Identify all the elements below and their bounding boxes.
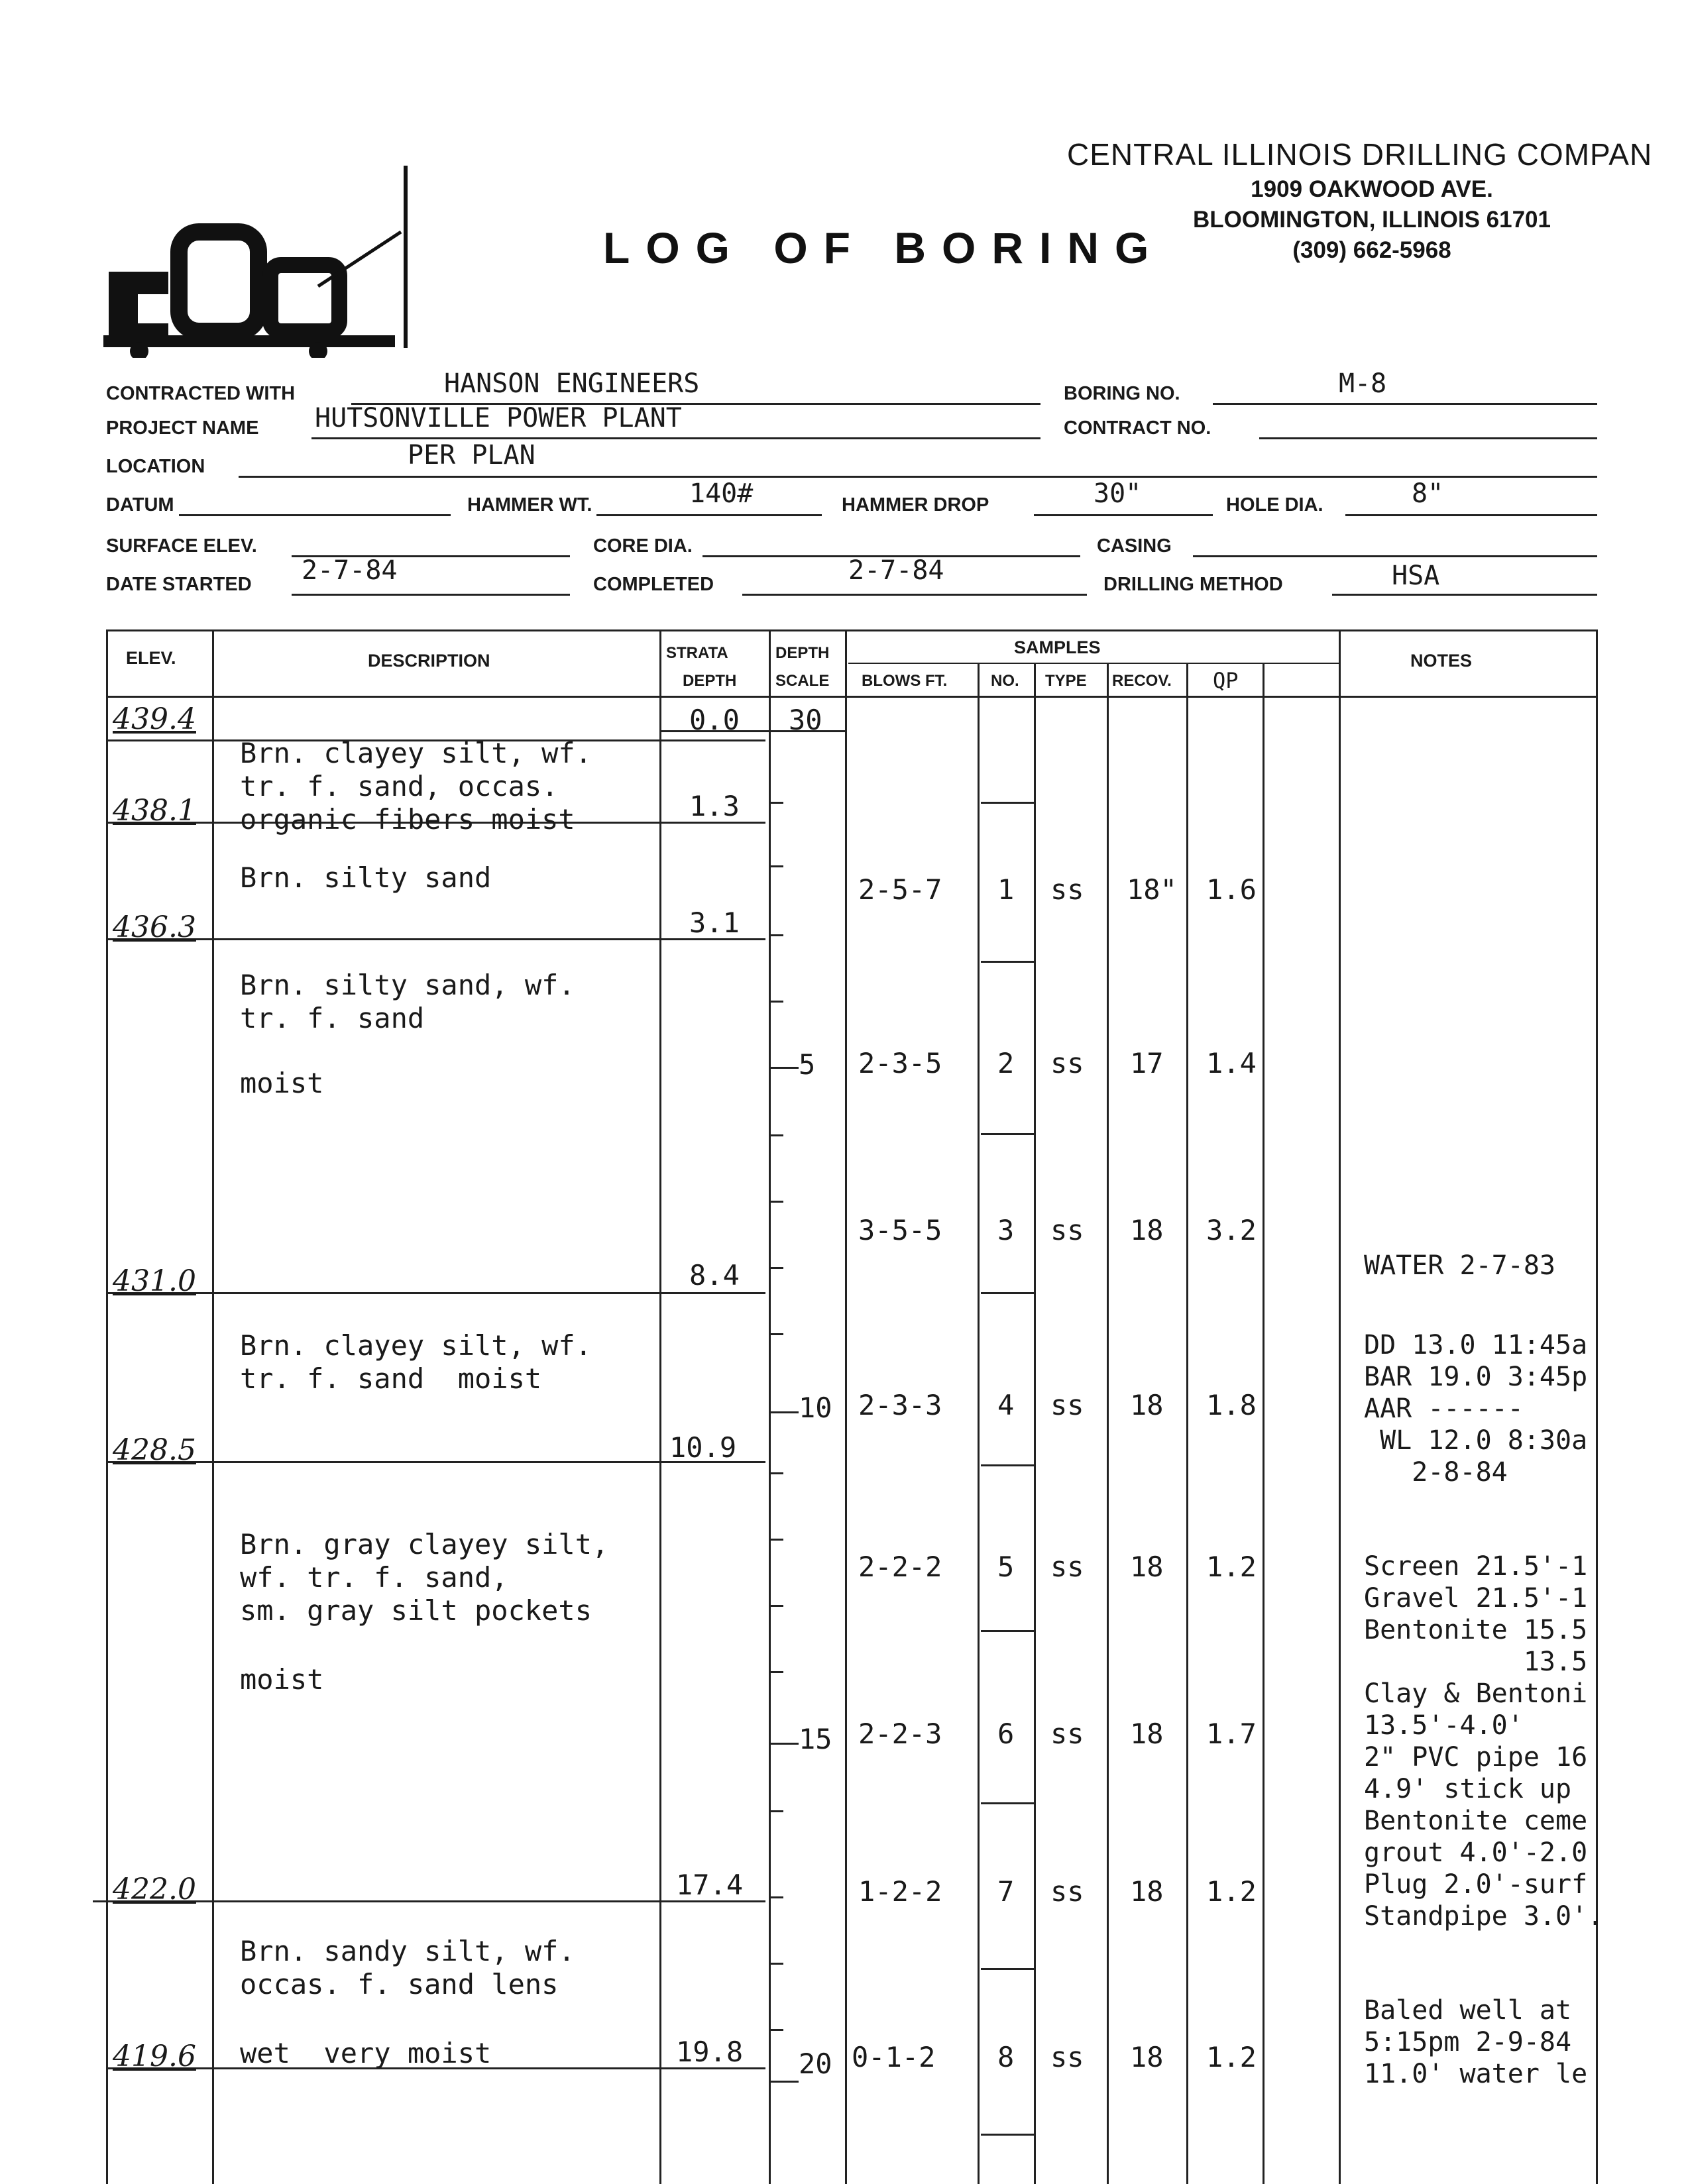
strata-depth-value: 10.9: [669, 1431, 737, 1464]
column-header-description: DESCRIPTION: [368, 651, 490, 671]
elevation-value: 436.3: [113, 910, 196, 944]
column-header-notes: NOTES: [1410, 651, 1473, 671]
depth-tick: [769, 1810, 783, 1812]
elevation-value: 428.5: [113, 1433, 196, 1467]
hole-dia-line: [1345, 514, 1597, 516]
completed-value: 2-7-84: [848, 555, 944, 586]
depth-tick: [769, 934, 783, 936]
strata-depth-value: 3.1: [689, 906, 740, 939]
location-label: LOCATION: [106, 456, 205, 477]
elevation-value: 431.0: [113, 1264, 196, 1298]
soil-description: Brn. gray clayey silt, wf. tr. f. sand, sm. gray silt pockets: [240, 1528, 609, 1627]
stratum-line: [106, 1461, 765, 1463]
hammer-wt-value: 140#: [689, 478, 754, 509]
sample-blows: 2-2-2: [858, 1551, 942, 1583]
sample-divider: [981, 1292, 1034, 1294]
column-header-strata: STRATA: [666, 644, 728, 662]
sample-divider: [981, 802, 1034, 804]
notes-water-levels: DD 13.0 11:45a BAR 19.0 3:45p AAR ------ WL 12.0 8:30a 2-8-84: [1364, 1330, 1588, 1488]
sample-recov: 18: [1130, 1214, 1164, 1246]
sample-divider: [981, 1133, 1034, 1135]
strata-depth-value: 1.3: [689, 790, 740, 822]
strata-depth-value: 0.0: [689, 704, 740, 736]
sample-blows: 0-1-2: [852, 2041, 936, 2073]
depth-tick: [769, 2081, 799, 2083]
sample-qp: 1.7: [1206, 1718, 1257, 1750]
sample-recov: 18: [1130, 1389, 1164, 1421]
sample-recov: 17: [1130, 1047, 1164, 1079]
contracted-with-label: CONTRACTED WITH: [106, 383, 296, 404]
col-no-border: [1034, 663, 1036, 2184]
stratum-line: [106, 1292, 765, 1294]
sample-recov: 18": [1127, 873, 1177, 906]
company-city: BLOOMINGTON, ILLINOIS 61701: [1192, 207, 1551, 233]
soil-description: moist: [240, 1067, 324, 1099]
sample-qp: 1.2: [1206, 2041, 1257, 2073]
completed-line: [742, 594, 1087, 596]
col-elev-border: [212, 629, 214, 2184]
depth-tick: [769, 2029, 783, 2031]
depth-tick: [769, 1472, 783, 1474]
depth-tick: [769, 1267, 783, 1269]
sample-no: 3: [997, 1214, 1015, 1246]
sample-divider: [981, 1802, 1034, 1804]
elevation-value: 438.1: [113, 794, 196, 828]
sample-divider: [981, 1968, 1034, 1970]
elevation-value: 439.4: [113, 702, 196, 736]
column-header-qp: QP: [1213, 668, 1239, 693]
drilling-method-value: HSA: [1392, 561, 1440, 591]
column-header-recov: RECOV.: [1112, 672, 1172, 690]
completed-label: COMPLETED: [593, 574, 714, 595]
sample-no: 5: [997, 1551, 1015, 1583]
boring-no-value: M-8: [1339, 368, 1387, 399]
col-depth-border: [845, 629, 847, 2184]
sample-recov: 18: [1130, 1718, 1164, 1750]
depth-scale-label: 20: [799, 2048, 832, 2080]
sample-recov: 18: [1130, 1875, 1164, 1908]
sample-no: 4: [997, 1389, 1015, 1421]
col-samples-right-border: [1339, 629, 1341, 2184]
company-logo: [99, 159, 418, 358]
contract-no-label: CONTRACT NO.: [1064, 417, 1211, 439]
sample-divider: [981, 2134, 1034, 2136]
table-header-bottom: [106, 696, 1597, 698]
col-recov-border: [1186, 663, 1188, 2184]
col-description-border: [659, 629, 661, 2184]
contract-no-line: [1259, 437, 1597, 439]
company-address: 1909 OAKWOOD AVE.: [1251, 176, 1493, 202]
column-header-scale: SCALE: [775, 672, 830, 690]
sample-divider: [981, 1630, 1034, 1632]
company-phone: (309) 662-5968: [1292, 237, 1451, 263]
table-top-border: [106, 629, 1597, 631]
sample-type: ss: [1050, 873, 1084, 906]
location-value: PER PLAN: [408, 440, 535, 470]
soil-description: Brn. sandy silt, wf. occas. f. sand lens: [240, 1935, 575, 2000]
sample-qp: 1.8: [1206, 1389, 1257, 1421]
depth-tick: [769, 1333, 783, 1335]
depth-tick: [769, 1001, 783, 1003]
datum-line: [179, 514, 451, 516]
project-name-line: [311, 437, 1040, 439]
sample-blows: 2-3-3: [858, 1389, 942, 1421]
soil-description: wet very moist: [240, 2037, 492, 2069]
sample-blows: 1-2-2: [858, 1875, 942, 1908]
samples-header-line: [848, 663, 1339, 664]
depth-scale-label: 30: [789, 704, 822, 736]
column-header-elev: ELEV.: [126, 648, 176, 668]
depth-tick: [769, 865, 783, 867]
sample-blows: 2-5-7: [858, 873, 942, 906]
hammer-drop-line: [1034, 514, 1213, 516]
depth-tick: [769, 802, 783, 804]
depth-tick: [769, 1896, 783, 1898]
sample-recov: 18: [1130, 1551, 1164, 1583]
depth-tick: [769, 1671, 783, 1673]
hole-dia-value: 8": [1412, 478, 1444, 509]
depth-tick: [769, 1067, 799, 1069]
strata-depth-value: 19.8: [676, 2036, 744, 2068]
strata-depth-value: 8.4: [689, 1259, 740, 1291]
casing-line: [1193, 555, 1597, 557]
sample-qp: 3.2: [1206, 1214, 1257, 1246]
sample-recov: 18: [1130, 2041, 1164, 2073]
depth-tick: [769, 1134, 783, 1136]
depth-tick: [769, 1539, 783, 1541]
notes-well-construction: Screen 21.5'-1 Gravel 21.5'-1 Bentonite 15.5 13.5 Clay & Bentoni 13.5'-4.0' 2" PVC pipe 16 4.9' stick up Bentonite ceme grout 4.0'-2.0 Plug 2.0'-surf Standpipe 3.0'.: [1364, 1551, 1604, 1932]
soil-description: moist: [240, 1663, 324, 1696]
column-header-samples: SAMPLES: [1014, 637, 1101, 657]
hammer-drop-label: HAMMER DROP: [842, 494, 989, 516]
sample-type: ss: [1050, 1551, 1084, 1583]
hammer-wt-label: HAMMER WT.: [467, 494, 592, 516]
sample-blows: 2-3-5: [858, 1047, 942, 1079]
sample-no: 8: [997, 2041, 1015, 2073]
company-info: [1060, 136, 1683, 264]
col-blows-border: [978, 663, 980, 2184]
company-name: CENTRAL ILLINOIS DRILLING COMPAN: [1067, 137, 1653, 172]
boring-no-line: [1213, 403, 1597, 405]
notes-baled-well: Baled well at 5:15pm 2-9-84 11.0' water le: [1364, 1995, 1588, 2089]
elevation-value: 422.0: [113, 1873, 196, 1906]
location-line: [239, 476, 1597, 478]
casing-label: CASING: [1097, 535, 1172, 557]
date-started-value: 2-7-84: [302, 555, 398, 586]
hammer-wt-line: [596, 514, 822, 516]
sample-divider: [981, 1464, 1034, 1466]
sample-qp: 1.2: [1206, 1551, 1257, 1583]
contracted-with-value: HANSON ENGINEERS: [444, 368, 700, 399]
col-strata-border: [769, 629, 771, 2184]
sample-type: ss: [1050, 1718, 1084, 1750]
sample-divider: [981, 961, 1034, 963]
drilling-method-line: [1332, 594, 1597, 596]
col-left-border: [106, 629, 108, 2184]
drilling-method-label: DRILLING METHOD: [1103, 574, 1283, 595]
project-name-label: PROJECT NAME: [106, 417, 259, 439]
soil-description: Brn. clayey silt, wf. tr. f. sand, occas. organic fibers moist: [240, 737, 592, 836]
sample-blows: 2-2-3: [858, 1718, 942, 1750]
hammer-drop-value: 30": [1094, 478, 1142, 509]
soil-description: Brn. silty sand: [240, 861, 492, 894]
column-header-blows: BLOWS FT.: [862, 672, 948, 690]
depth-tick: [769, 1411, 799, 1413]
sample-type: ss: [1050, 1047, 1084, 1079]
soil-description: Brn. silty sand, wf. tr. f. sand: [240, 969, 575, 1034]
sample-type: ss: [1050, 1875, 1084, 1908]
sample-qp: 1.2: [1206, 1875, 1257, 1908]
boring-no-label: BORING NO.: [1064, 383, 1180, 404]
notes-water: WATER 2-7-83: [1364, 1250, 1555, 1281]
hole-dia-label: HOLE DIA.: [1226, 494, 1323, 516]
date-started-label: DATE STARTED: [106, 574, 252, 595]
core-dia-label: CORE DIA.: [593, 535, 693, 557]
depth-scale-label: 15: [799, 1723, 832, 1755]
sample-type: ss: [1050, 1389, 1084, 1421]
sample-no: 2: [997, 1047, 1015, 1079]
column-header-depth: DEPTH: [775, 644, 830, 662]
sample-no: 1: [997, 873, 1015, 906]
sample-no: 6: [997, 1718, 1015, 1750]
sample-no: 7: [997, 1875, 1015, 1908]
column-header-type: TYPE: [1045, 672, 1087, 690]
sample-type: ss: [1050, 1214, 1084, 1246]
soil-description: Brn. clayey silt, wf. tr. f. sand moist: [240, 1329, 592, 1395]
depth-scale-label: 10: [799, 1392, 832, 1424]
depth-tick: [769, 1743, 799, 1745]
depth-tick: [769, 1963, 783, 1965]
sample-blows: 3-5-5: [858, 1214, 942, 1246]
sample-type: ss: [1050, 2041, 1084, 2073]
date-started-line: [292, 594, 570, 596]
surface-elev-label: SURFACE ELEV.: [106, 535, 257, 557]
datum-label: DATUM: [106, 494, 174, 516]
column-header-no: NO.: [991, 672, 1019, 690]
col-qp-border: [1263, 663, 1264, 2184]
stratum-line: [106, 938, 765, 940]
sample-qp: 1.6: [1206, 873, 1257, 906]
depth-tick: [769, 1201, 783, 1203]
col-type-border: [1107, 663, 1109, 2184]
depth-scale-label: 5: [799, 1048, 816, 1081]
document-title: LOG OF BORING: [603, 223, 1165, 272]
sample-qp: 1.4: [1206, 1047, 1257, 1079]
elevation-value: 419.6: [113, 2040, 196, 2073]
strata-depth-value: 17.4: [676, 1869, 744, 1901]
project-name-value: HUTSONVILLE POWER PLANT: [315, 403, 682, 433]
depth-tick: [769, 1605, 783, 1607]
column-header-strata-depth: DEPTH: [683, 672, 737, 690]
